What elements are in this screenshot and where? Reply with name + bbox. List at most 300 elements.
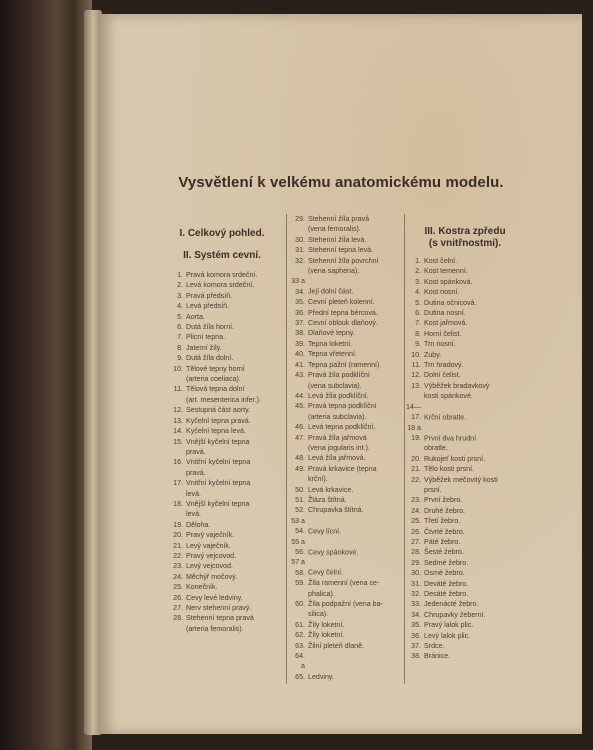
legend-item — [406, 277, 524, 287]
legend-item-text: Kost spánková. — [424, 277, 473, 286]
legend-item-number: 38. — [411, 652, 421, 661]
legend-item-text: Měchýř močový. — [186, 572, 238, 581]
legend-item — [406, 423, 524, 454]
legend-item-number: 14—17. — [406, 402, 421, 422]
legend-item-text: Jedenácté žebro. — [424, 600, 479, 609]
legend-item-text: Zuby. — [424, 350, 442, 359]
legend-item-number: 20. — [173, 531, 183, 540]
legend-item — [168, 457, 276, 478]
legend-item — [168, 416, 276, 426]
legend-item-number: 37. — [295, 319, 305, 328]
legend-item-number: 49. — [295, 464, 305, 473]
page-title: Vysvětlení k velkému anatomickému modelu. — [178, 174, 504, 191]
legend-item-text: Kyčelní tepna levá. — [186, 427, 246, 436]
legend-item-number: 48. — [295, 454, 305, 463]
legend-item-number: 24. — [411, 506, 421, 515]
legend-item — [406, 610, 524, 620]
legend-item-number: 31. — [295, 246, 305, 255]
legend-item-number: 24. — [173, 572, 183, 581]
legend-item-number: 7. — [177, 333, 183, 342]
section-heading-celkovy: I. Celkový pohled. — [179, 228, 265, 239]
legend-item-text: Žíla podpažní (vena ba- — [308, 600, 383, 609]
legend-item — [290, 318, 404, 328]
legend-item — [406, 464, 524, 474]
legend-item — [290, 328, 404, 338]
legend-item-text: Levý vejcovod. — [186, 562, 233, 571]
legend-item-text: Pravá žíla podklíční — [308, 371, 370, 380]
legend-item-text: Horní čelist. — [424, 329, 462, 338]
legend-item-continuation: silica). — [308, 610, 329, 619]
legend-item-text: Její dolní část. — [308, 287, 354, 296]
legend-item-text: Dutá žíla horní. — [186, 323, 235, 332]
legend-item-continuation: (arteria coeliaca). — [186, 375, 241, 384]
legend-item — [406, 589, 524, 599]
legend-item-text: Levá tepna podklíční. — [308, 423, 376, 432]
legend-item — [406, 402, 524, 423]
legend-item-number: 8. — [415, 329, 421, 338]
legend-item-text: Levý vaječník. — [186, 541, 231, 550]
legend-item-text: Dlaňové tepny. — [308, 329, 355, 338]
legend-item-text: Kost temenní. — [424, 267, 468, 276]
legend-item-number: 43. — [295, 371, 305, 380]
legend-item — [168, 520, 276, 530]
legend-item — [290, 516, 404, 537]
legend-item-text: Pravá žíla jařmová — [308, 433, 367, 442]
legend-item-number: 3. — [177, 291, 183, 300]
legend-item-number: 18. — [173, 499, 183, 508]
legend-item-text: Vnitřní kyčelní tepna — [186, 458, 251, 467]
legend-item-number: 59. — [295, 579, 305, 588]
legend-item-number: 22. — [173, 551, 183, 560]
legend-item-text: Vnější kyčelní tepna — [186, 437, 250, 446]
legend-item-number: 14. — [173, 427, 183, 436]
legend-item-number: 13. — [411, 381, 421, 390]
legend-item-text: Kyčelní tepna pravá. — [186, 416, 251, 425]
legend-item — [290, 256, 404, 277]
legend-item-text: Žíla ramenní (vena ce- — [308, 579, 380, 588]
legend-item-number: 50. — [295, 485, 305, 494]
legend-item — [406, 599, 524, 609]
legend-item-number: 33. — [411, 600, 421, 609]
legend-item-text: Konečník. — [186, 583, 218, 592]
legend-item — [290, 370, 404, 391]
section-heading-system: II. Systém cevní. — [183, 250, 261, 261]
legend-item-continuation: phalica). — [308, 589, 335, 598]
legend-item-number: 32. — [411, 590, 421, 598]
legend-item-text: První dva hrudní — [424, 433, 477, 442]
legend-item-text: Nerv stehenní pravý. — [186, 604, 252, 612]
legend-item-continuation: pravá. — [186, 468, 206, 477]
legend-item-number: 3. — [415, 277, 421, 286]
legend-item — [406, 537, 524, 547]
legend-item-text: Žláza štítná. — [308, 495, 347, 504]
legend-item-text: Plicní tepna. — [186, 333, 226, 342]
legend-item-text: Výběžek bradavkový — [424, 381, 490, 390]
legend-list-col1 — [168, 270, 276, 634]
legend-item-number: 5. — [415, 298, 421, 307]
legend-item-text: Chrupavky žeberní. — [424, 610, 486, 619]
legend-item-text: Rukojeť kosti prsní. — [424, 454, 486, 463]
legend-item — [406, 266, 524, 276]
legend-item-number: 21. — [411, 465, 421, 474]
legend-item — [406, 381, 524, 402]
legend-item-text: Tělová tepna dolní — [186, 385, 245, 394]
legend-item-number: 29. — [295, 215, 305, 223]
legend-item-number: 4. — [177, 302, 183, 311]
legend-item-number: 12. — [411, 371, 421, 380]
legend-item-text: Páté žebro. — [424, 537, 461, 546]
legend-item-continuation: (vena femoralis). — [308, 225, 361, 234]
legend-item-number: 26. — [411, 527, 421, 536]
legend-item-number: 8. — [177, 343, 183, 352]
legend-item-number: 12. — [173, 406, 183, 415]
legend-item — [168, 551, 276, 561]
legend-item — [290, 537, 404, 558]
legend-item-text: Stehenní žíla povrchní — [308, 256, 379, 265]
book-binding — [0, 0, 92, 750]
legend-item-text: Kost jařmová. — [424, 319, 468, 328]
legend-item-text: Cevy spánkové. — [308, 548, 359, 556]
legend-item — [290, 578, 404, 599]
legend-item — [290, 464, 404, 485]
legend-item — [168, 270, 276, 280]
legend-item-number: 28. — [173, 614, 183, 623]
legend-item — [406, 350, 524, 360]
legend-item-text: Dutina nosní. — [424, 309, 466, 318]
legend-item — [290, 453, 404, 463]
legend-item-continuation: (vena subclavia). — [308, 381, 362, 390]
legend-item-text: Cevní pleteň kolenní. — [308, 298, 375, 307]
legend-item — [406, 651, 524, 661]
legend-item — [290, 339, 404, 349]
legend-item — [168, 582, 276, 592]
legend-item-continuation: (arteria subclavia). — [308, 412, 367, 421]
legend-item-text: Kost čelní. — [424, 257, 458, 265]
legend-item — [168, 312, 276, 322]
legend-item-number: 27. — [411, 537, 421, 546]
legend-item-number: 46. — [295, 423, 305, 432]
legend-item-text: Cevní oblouk dlaňový. — [308, 319, 378, 328]
legend-item-continuation: (art. mesenterica infer.). — [186, 395, 261, 404]
legend-item — [290, 360, 404, 370]
legend-item — [168, 291, 276, 301]
legend-item — [406, 370, 524, 380]
legend-item — [406, 527, 524, 537]
legend-item-number: 23. — [173, 562, 183, 571]
legend-item-number: 53 a 54. — [291, 516, 307, 536]
legend-item-number: 31. — [411, 579, 421, 588]
legend-item — [290, 505, 404, 515]
legend-item — [406, 506, 524, 516]
legend-item-text: Dutina očnicová. — [424, 298, 477, 307]
legend-item-text: Kost nosní. — [424, 288, 460, 297]
legend-item — [290, 235, 404, 245]
legend-item-text: Levá žíla podklíční. — [308, 391, 369, 400]
legend-item-number: 23. — [411, 496, 421, 505]
legend-item — [406, 547, 524, 557]
legend-item — [406, 360, 524, 370]
legend-item — [406, 558, 524, 568]
legend-item-text: Trn nosní. — [424, 340, 456, 349]
legend-item-number: 52. — [295, 506, 305, 515]
legend-item-text: Levá komora srdeční. — [186, 281, 255, 290]
legend-item — [290, 599, 404, 620]
legend-item-text: Vnější kyčelní tepna — [186, 499, 250, 508]
legend-item-text: Bránice. — [424, 652, 451, 661]
legend-item-number: 44. — [295, 391, 305, 400]
legend-item-number: 64. a 65. — [295, 652, 307, 681]
legend-item-number: 30. — [295, 235, 305, 244]
legend-item-number: 28. — [411, 548, 421, 557]
legend-item-number: 63. — [295, 641, 305, 650]
legend-item — [406, 620, 524, 630]
legend-item-number: 22. — [411, 475, 421, 484]
legend-item-number: 35. — [411, 621, 421, 630]
legend-item-number: 36. — [295, 308, 305, 317]
legend-item — [168, 561, 276, 571]
legend-item-number: 60. — [295, 600, 305, 609]
legend-item-text: Žilní pleteň dlaně. — [308, 641, 364, 650]
legend-item-text: Sedmé žebro. — [424, 558, 469, 567]
legend-item — [168, 593, 276, 603]
legend-item — [168, 437, 276, 458]
legend-item-text: Levý lalok plic. — [424, 631, 471, 640]
legend-item-number: 6. — [415, 309, 421, 318]
legend-item-text: Cevy levé ledviny. — [186, 593, 243, 602]
legend-item-text: Aorta. — [186, 312, 205, 321]
legend-item-continuation: levá. — [186, 489, 201, 498]
legend-item-number: 1. — [415, 257, 421, 265]
legend-item-text: Tělo kosti prsní. — [424, 465, 475, 474]
section-heading-kostra-sub: (s vnitřnostmi). — [428, 238, 502, 249]
legend-item — [290, 391, 404, 401]
legend-item-number: 38. — [295, 329, 305, 338]
legend-item-number: 34. — [411, 610, 421, 619]
column-3 — [406, 214, 524, 662]
legend-item-number: 21. — [173, 541, 183, 550]
legend-item-text: Pravý lalok plic. — [424, 621, 474, 630]
legend-item — [406, 318, 524, 328]
legend-list-col2 — [290, 214, 404, 682]
column-2 — [286, 214, 405, 684]
legend-item-text: Děloha. — [186, 520, 211, 529]
legend-item — [406, 339, 524, 349]
legend-item-text: Pravá komora srdeční. — [186, 271, 258, 279]
legend-item — [290, 297, 404, 307]
legend-item-number: 9. — [177, 354, 183, 363]
legend-item — [168, 478, 276, 499]
legend-item — [290, 620, 404, 630]
legend-item-number: 51. — [295, 495, 305, 504]
legend-item — [406, 579, 524, 589]
legend-item — [406, 631, 524, 641]
legend-item — [168, 603, 276, 613]
legend-item-number: 41. — [295, 360, 305, 369]
legend-item-number: 20. — [411, 454, 421, 463]
legend-item-text: První žebro. — [424, 496, 463, 505]
legend-item-number: 35. — [295, 298, 305, 307]
legend-item-number: 29. — [411, 558, 421, 567]
legend-item-text: Cevy čelní. — [308, 568, 344, 577]
legend-item-text: Vnitřní kyčelní tepna — [186, 479, 251, 488]
legend-item-text: Levá krkavice. — [308, 485, 354, 494]
legend-item-number: 10. — [173, 364, 183, 373]
legend-item-number: 7. — [415, 319, 421, 328]
legend-item-text: Tělové tepny horní — [186, 364, 245, 373]
legend-item — [406, 256, 524, 266]
legend-item — [406, 298, 524, 308]
legend-item — [290, 245, 404, 255]
legend-item-text: Stehenní žíla pravá — [308, 215, 370, 223]
legend-item — [168, 280, 276, 290]
legend-item-text: Jaterní žíly. — [186, 343, 222, 352]
legend-item-number: 25. — [411, 517, 421, 526]
legend-item-number: 11. — [173, 385, 183, 394]
legend-item-text: Dolní čelist. — [424, 371, 461, 380]
legend-item-number: 27. — [173, 604, 183, 612]
legend-item-continuation: (vena saphena). — [308, 267, 360, 276]
legend-item — [290, 349, 404, 359]
legend-item — [168, 613, 276, 634]
legend-item — [406, 329, 524, 339]
legend-item — [168, 343, 276, 353]
legend-list-col3 — [406, 256, 524, 662]
legend-item — [168, 332, 276, 342]
legend-item — [290, 495, 404, 505]
legend-item-continuation: kosti spánkové. — [424, 392, 473, 401]
legend-item-text: Výběžek mečovitý kosti — [424, 475, 498, 484]
legend-item-number: 30. — [411, 569, 421, 578]
legend-item — [406, 287, 524, 297]
legend-item — [290, 651, 404, 682]
legend-item — [290, 630, 404, 640]
legend-item-continuation: levá. — [186, 510, 201, 519]
legend-item-number: 36. — [411, 631, 421, 640]
section-heading-kostra: III. Kostra zpředu — [424, 226, 506, 237]
legend-item-number: 61. — [295, 620, 305, 629]
legend-item-text: Pravá tepna podklíční — [308, 402, 377, 411]
legend-item-text: Trn hradový. — [424, 361, 464, 370]
legend-item — [168, 364, 276, 385]
legend-item-text: Sestupná část aorty. — [186, 406, 251, 415]
legend-item-text: Tepna pažní (ramenní). — [308, 360, 382, 369]
legend-item — [406, 568, 524, 578]
legend-item-text: Tepna loketní. — [308, 339, 353, 348]
legend-item — [168, 530, 276, 540]
legend-item-text: Třetí žebro. — [424, 517, 461, 526]
legend-item-text: Stehenní tepna pravá — [186, 614, 254, 623]
legend-item-continuation: (vena jogularis int.). — [308, 443, 370, 452]
legend-item-text: Levá předsíň. — [186, 302, 229, 311]
legend-item-text: Osmé žebro. — [424, 569, 465, 578]
legend-item-text: Žíly loketní. — [308, 620, 345, 629]
legend-item-number: 62. — [295, 631, 305, 640]
legend-item-text: Ledviny. — [308, 672, 334, 681]
legend-item — [290, 276, 404, 297]
legend-item — [406, 308, 524, 318]
legend-item — [168, 572, 276, 582]
legend-item — [290, 557, 404, 578]
legend-item-text: Pravá předsíň. — [186, 291, 233, 300]
legend-item — [406, 454, 524, 464]
legend-item-number: 4. — [415, 288, 421, 297]
legend-item-number: 1. — [177, 271, 183, 279]
legend-item-number: 5. — [177, 312, 183, 321]
legend-item — [290, 433, 404, 454]
legend-item-text: Tepna vřetenní. — [308, 350, 357, 359]
legend-item-text: Pravá krkavice (tepna — [308, 464, 377, 473]
legend-item — [290, 401, 404, 422]
legend-item-text: Desáté žebro. — [424, 590, 469, 598]
legend-item-number: 57 a 58. — [291, 558, 307, 577]
legend-item — [168, 541, 276, 551]
legend-item-text: Stehenní žíla levá. — [308, 235, 367, 244]
legend-item — [406, 495, 524, 505]
legend-item-number: 15. — [173, 437, 183, 446]
legend-item-number: 26. — [173, 593, 183, 602]
legend-item-number: 11. — [411, 361, 421, 370]
legend-item-text: Stehenní tepna levá. — [308, 246, 374, 255]
legend-item-number: 13. — [173, 416, 183, 425]
legend-item-number: 33 a 34. — [291, 277, 307, 296]
legend-item-text: Pravý vejcovod. — [186, 551, 237, 560]
legend-item-number: 6. — [177, 323, 183, 332]
legend-item — [168, 301, 276, 311]
legend-item — [290, 485, 404, 495]
column-1 — [168, 214, 276, 634]
legend-item — [290, 214, 404, 235]
legend-item — [290, 308, 404, 318]
legend-item-continuation: (arteria femoralis). — [186, 624, 244, 633]
legend-item-number: 10. — [411, 350, 421, 359]
legend-item-text: Druhé žebro. — [424, 506, 466, 515]
legend-item-text: Přední tepna bércová. — [308, 308, 378, 317]
legend-item-number: 9. — [415, 340, 421, 349]
legend-item — [168, 426, 276, 436]
legend-item-text: Pravý vaječník. — [186, 531, 235, 540]
legend-item-text: Levá žíla jařmová. — [308, 454, 366, 463]
legend-item-number: 40. — [295, 350, 305, 359]
legend-item-text: Šesté žebro. — [424, 548, 464, 557]
legend-item-text: Chrupavka štítná. — [308, 506, 364, 515]
legend-item-text: Čtvrté žebro. — [424, 527, 465, 536]
legend-item-number: 55 a 56. — [291, 537, 307, 556]
legend-item-text: Cevy lícní. — [308, 527, 342, 536]
legend-item-number: 47. — [295, 433, 305, 442]
legend-item-continuation: prsní. — [424, 485, 442, 494]
legend-item-text: Srdce. — [424, 642, 445, 651]
legend-item — [290, 422, 404, 432]
legend-item-number: 32. — [295, 256, 305, 265]
legend-item-number: 2. — [177, 281, 183, 290]
legend-item-number: 17. — [173, 479, 183, 488]
legend-item-number: 18 a 19. — [407, 423, 423, 442]
legend-item — [168, 322, 276, 332]
legend-item-number: 39. — [295, 339, 305, 348]
legend-item-number: 45. — [295, 402, 305, 411]
legend-item-continuation: krční). — [308, 475, 328, 484]
book-page — [100, 14, 582, 734]
legend-item-text: Žíly loketní. — [308, 631, 345, 640]
legend-item — [168, 384, 276, 405]
legend-item — [406, 516, 524, 526]
legend-item-number: 16. — [173, 458, 183, 467]
legend-item — [290, 641, 404, 651]
legend-item-text: Dutá žíla dolní. — [186, 354, 234, 363]
legend-item — [168, 499, 276, 520]
legend-item — [406, 475, 524, 496]
legend-item-number: 2. — [415, 267, 421, 276]
